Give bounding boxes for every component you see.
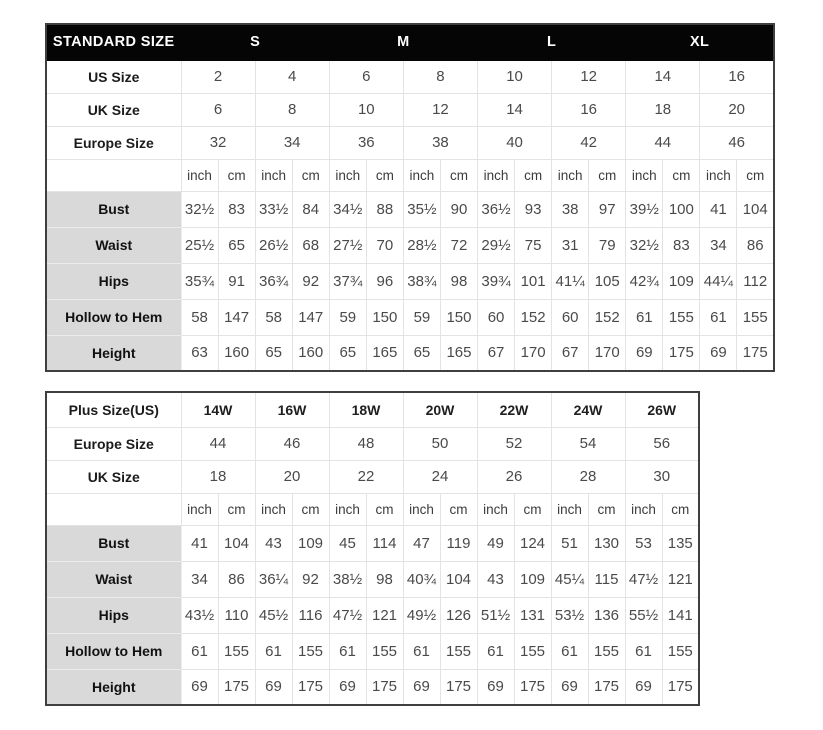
measurement-value-cell: 160 bbox=[218, 335, 255, 371]
size-value-cell: 54 bbox=[551, 427, 625, 460]
measurement-value-cell: 42¾ bbox=[626, 263, 663, 299]
row-label: UK Size bbox=[46, 93, 181, 126]
size-value-cell: 32 bbox=[181, 126, 255, 159]
measurement-value-cell: 155 bbox=[662, 633, 699, 669]
size-value-cell: 6 bbox=[181, 93, 255, 126]
measurement-value-cell: 69 bbox=[700, 335, 737, 371]
size-row bbox=[46, 392, 699, 427]
measurement-value-cell: 58 bbox=[255, 299, 292, 335]
measurement-value-cell: 170 bbox=[515, 335, 552, 371]
measurement-value-cell: 44¼ bbox=[700, 263, 737, 299]
unit-cell: cm bbox=[366, 159, 403, 191]
measurement-value-cell: 175 bbox=[663, 335, 700, 371]
measurement-row bbox=[46, 561, 699, 597]
size-value-cell: 34 bbox=[255, 126, 329, 159]
size-value-cell: 18W bbox=[329, 392, 403, 427]
measurement-value-cell: 34½ bbox=[329, 191, 366, 227]
unit-cell: cm bbox=[514, 493, 551, 525]
measurement-value-cell: 61 bbox=[255, 633, 292, 669]
measurement-row-label: Hollow to Hem bbox=[46, 633, 181, 669]
table-title: STANDARD SIZE bbox=[46, 24, 181, 60]
measurement-value-cell: 36½ bbox=[478, 191, 515, 227]
measurement-value-cell: 155 bbox=[514, 633, 551, 669]
measurement-value-cell: 47½ bbox=[625, 561, 662, 597]
unit-cell: inch bbox=[551, 493, 588, 525]
measurement-value-cell: 29½ bbox=[478, 227, 515, 263]
measurement-value-cell: 26½ bbox=[255, 227, 292, 263]
measurement-value-cell: 61 bbox=[551, 633, 588, 669]
size-value-cell: 16 bbox=[700, 60, 774, 93]
unit-cell: inch bbox=[403, 159, 440, 191]
measurement-value-cell: 60 bbox=[478, 299, 515, 335]
measurement-value-cell: 65 bbox=[403, 335, 440, 371]
measurement-value-cell: 91 bbox=[218, 263, 255, 299]
measurement-value-cell: 39¾ bbox=[478, 263, 515, 299]
measurement-value-cell: 112 bbox=[737, 263, 774, 299]
measurement-value-cell: 69 bbox=[626, 335, 663, 371]
measurement-value-cell: 150 bbox=[440, 299, 477, 335]
measurement-value-cell: 130 bbox=[588, 525, 625, 561]
size-value-cell: 6 bbox=[329, 60, 403, 93]
measurement-value-cell: 55½ bbox=[625, 597, 662, 633]
size-value-cell: 44 bbox=[181, 427, 255, 460]
measurement-value-cell: 119 bbox=[440, 525, 477, 561]
measurement-value-cell: 152 bbox=[589, 299, 626, 335]
unit-cell: cm bbox=[292, 159, 329, 191]
size-value-cell: 56 bbox=[625, 427, 699, 460]
unit-cell: cm bbox=[218, 159, 255, 191]
size-value-cell: 26W bbox=[625, 392, 699, 427]
measurement-row bbox=[46, 669, 699, 705]
measurement-value-cell: 45½ bbox=[255, 597, 292, 633]
measurement-value-cell: 32½ bbox=[626, 227, 663, 263]
measurement-value-cell: 61 bbox=[626, 299, 663, 335]
measurement-value-cell: 65 bbox=[218, 227, 255, 263]
measurement-value-cell: 135 bbox=[662, 525, 699, 561]
unit-cell: inch bbox=[329, 493, 366, 525]
measurement-value-cell: 59 bbox=[329, 299, 366, 335]
measurement-value-cell: 155 bbox=[292, 633, 329, 669]
size-value-cell: 12 bbox=[552, 60, 626, 93]
measurement-value-cell: 25½ bbox=[181, 227, 218, 263]
size-value-cell: 44 bbox=[626, 126, 700, 159]
measurement-value-cell: 75 bbox=[515, 227, 552, 263]
measurement-value-cell: 47½ bbox=[329, 597, 366, 633]
measurement-value-cell: 155 bbox=[218, 633, 255, 669]
measurement-value-cell: 53 bbox=[625, 525, 662, 561]
measurement-value-cell: 160 bbox=[292, 335, 329, 371]
measurement-value-cell: 155 bbox=[588, 633, 625, 669]
measurement-value-cell: 175 bbox=[588, 669, 625, 705]
measurement-value-cell: 69 bbox=[551, 669, 588, 705]
measurement-value-cell: 41 bbox=[700, 191, 737, 227]
measurement-value-cell: 35¾ bbox=[181, 263, 218, 299]
size-value-cell: 10 bbox=[329, 93, 403, 126]
measurement-value-cell: 96 bbox=[366, 263, 403, 299]
size-value-cell: 20W bbox=[403, 392, 477, 427]
size-row bbox=[46, 460, 699, 493]
measurement-value-cell: 86 bbox=[737, 227, 774, 263]
measurement-value-cell: 36¼ bbox=[255, 561, 292, 597]
measurement-value-cell: 61 bbox=[403, 633, 440, 669]
measurement-row-label: Bust bbox=[46, 525, 181, 561]
unit-cell: cm bbox=[662, 493, 699, 525]
unit-cell: cm bbox=[663, 159, 700, 191]
size-value-cell: 36 bbox=[329, 126, 403, 159]
measurement-value-cell: 110 bbox=[218, 597, 255, 633]
measurement-row bbox=[46, 227, 774, 263]
measurement-value-cell: 116 bbox=[292, 597, 329, 633]
measurement-value-cell: 114 bbox=[366, 525, 403, 561]
measurement-value-cell: 165 bbox=[366, 335, 403, 371]
measurement-value-cell: 38½ bbox=[329, 561, 366, 597]
measurement-value-cell: 43 bbox=[255, 525, 292, 561]
measurement-value-cell: 100 bbox=[663, 191, 700, 227]
measurement-value-cell: 61 bbox=[477, 633, 514, 669]
measurement-value-cell: 34 bbox=[700, 227, 737, 263]
size-group-header: M bbox=[329, 24, 477, 60]
unit-cell: cm bbox=[589, 159, 626, 191]
size-value-cell: 52 bbox=[477, 427, 551, 460]
size-value-cell: 24W bbox=[551, 392, 625, 427]
unit-cell: inch bbox=[478, 159, 515, 191]
measurement-value-cell: 175 bbox=[737, 335, 774, 371]
size-value-cell: 22 bbox=[329, 460, 403, 493]
measurement-value-cell: 155 bbox=[440, 633, 477, 669]
measurement-value-cell: 53½ bbox=[551, 597, 588, 633]
measurement-value-cell: 68 bbox=[292, 227, 329, 263]
unit-cell: cm bbox=[737, 159, 774, 191]
measurement-value-cell: 72 bbox=[440, 227, 477, 263]
measurement-row bbox=[46, 633, 699, 669]
measurement-value-cell: 60 bbox=[552, 299, 589, 335]
size-value-cell: 12 bbox=[403, 93, 477, 126]
row-label: Europe Size bbox=[46, 126, 181, 159]
measurement-value-cell: 84 bbox=[292, 191, 329, 227]
unit-cell: cm bbox=[440, 493, 477, 525]
unit-cell: inch bbox=[700, 159, 737, 191]
measurement-value-cell: 121 bbox=[662, 561, 699, 597]
measurement-value-cell: 49½ bbox=[403, 597, 440, 633]
size-row bbox=[46, 427, 699, 460]
measurement-value-cell: 58 bbox=[181, 299, 218, 335]
measurement-value-cell: 47 bbox=[403, 525, 440, 561]
unit-row-empty-label bbox=[46, 159, 181, 191]
measurement-value-cell: 170 bbox=[589, 335, 626, 371]
size-value-cell: 46 bbox=[255, 427, 329, 460]
size-value-cell: 46 bbox=[700, 126, 774, 159]
unit-cell: inch bbox=[255, 159, 292, 191]
measurement-value-cell: 98 bbox=[366, 561, 403, 597]
measurement-value-cell: 175 bbox=[662, 669, 699, 705]
measurement-value-cell: 67 bbox=[552, 335, 589, 371]
measurement-value-cell: 69 bbox=[329, 669, 366, 705]
measurement-value-cell: 59 bbox=[403, 299, 440, 335]
size-value-cell: 16W bbox=[255, 392, 329, 427]
measurement-value-cell: 104 bbox=[440, 561, 477, 597]
row-label: US Size bbox=[46, 60, 181, 93]
measurement-value-cell: 34 bbox=[181, 561, 218, 597]
measurement-value-cell: 136 bbox=[588, 597, 625, 633]
measurement-value-cell: 61 bbox=[329, 633, 366, 669]
measurement-value-cell: 43 bbox=[477, 561, 514, 597]
measurement-value-cell: 61 bbox=[625, 633, 662, 669]
measurement-value-cell: 147 bbox=[218, 299, 255, 335]
measurement-value-cell: 69 bbox=[403, 669, 440, 705]
measurement-value-cell: 45 bbox=[329, 525, 366, 561]
size-value-cell: 42 bbox=[552, 126, 626, 159]
size-value-cell: 18 bbox=[626, 93, 700, 126]
measurement-value-cell: 155 bbox=[737, 299, 774, 335]
measurement-value-cell: 51 bbox=[551, 525, 588, 561]
size-value-cell: 14 bbox=[626, 60, 700, 93]
measurement-value-cell: 43½ bbox=[181, 597, 218, 633]
measurement-value-cell: 41¼ bbox=[552, 263, 589, 299]
measurement-value-cell: 69 bbox=[181, 669, 218, 705]
measurement-value-cell: 175 bbox=[218, 669, 255, 705]
unit-cell: cm bbox=[366, 493, 403, 525]
size-value-cell: 8 bbox=[255, 93, 329, 126]
measurement-value-cell: 49 bbox=[477, 525, 514, 561]
size-value-cell: 20 bbox=[255, 460, 329, 493]
measurement-value-cell: 98 bbox=[440, 263, 477, 299]
size-group-header: S bbox=[181, 24, 329, 60]
measurement-row-label: Hollow to Hem bbox=[46, 299, 181, 335]
standard-size-table bbox=[45, 23, 775, 372]
measurement-value-cell: 69 bbox=[255, 669, 292, 705]
measurement-row-label: Hips bbox=[46, 263, 181, 299]
measurement-row bbox=[46, 299, 774, 335]
measurement-value-cell: 175 bbox=[366, 669, 403, 705]
size-value-cell: 26 bbox=[477, 460, 551, 493]
measurement-value-cell: 147 bbox=[292, 299, 329, 335]
measurement-value-cell: 175 bbox=[440, 669, 477, 705]
size-value-cell: 40 bbox=[478, 126, 552, 159]
unit-cell: cm bbox=[588, 493, 625, 525]
size-row bbox=[46, 126, 774, 159]
measurement-value-cell: 150 bbox=[366, 299, 403, 335]
measurement-value-cell: 39½ bbox=[626, 191, 663, 227]
measurement-value-cell: 131 bbox=[514, 597, 551, 633]
measurement-row-label: Bust bbox=[46, 191, 181, 227]
measurement-value-cell: 141 bbox=[662, 597, 699, 633]
measurement-value-cell: 38 bbox=[552, 191, 589, 227]
table-header-row bbox=[46, 24, 774, 60]
measurement-row bbox=[46, 525, 699, 561]
measurement-value-cell: 109 bbox=[514, 561, 551, 597]
row-label: UK Size bbox=[46, 460, 181, 493]
measurement-value-cell: 69 bbox=[625, 669, 662, 705]
measurement-value-cell: 33½ bbox=[255, 191, 292, 227]
measurement-value-cell: 155 bbox=[663, 299, 700, 335]
measurement-value-cell: 36¾ bbox=[255, 263, 292, 299]
size-value-cell: 28 bbox=[551, 460, 625, 493]
measurement-value-cell: 38¾ bbox=[403, 263, 440, 299]
measurement-value-cell: 92 bbox=[292, 263, 329, 299]
measurement-value-cell: 28½ bbox=[403, 227, 440, 263]
size-value-cell: 48 bbox=[329, 427, 403, 460]
measurement-row bbox=[46, 191, 774, 227]
measurement-value-cell: 93 bbox=[515, 191, 552, 227]
size-value-cell: 4 bbox=[255, 60, 329, 93]
measurement-value-cell: 69 bbox=[477, 669, 514, 705]
measurement-value-cell: 67 bbox=[478, 335, 515, 371]
measurement-row-label: Height bbox=[46, 335, 181, 371]
measurement-value-cell: 155 bbox=[366, 633, 403, 669]
unit-row bbox=[46, 159, 774, 191]
measurement-value-cell: 105 bbox=[589, 263, 626, 299]
size-value-cell: 8 bbox=[403, 60, 477, 93]
unit-cell: cm bbox=[440, 159, 477, 191]
measurement-value-cell: 31 bbox=[552, 227, 589, 263]
measurement-value-cell: 92 bbox=[292, 561, 329, 597]
measurement-row-label: Height bbox=[46, 669, 181, 705]
measurement-value-cell: 27½ bbox=[329, 227, 366, 263]
measurement-value-cell: 35½ bbox=[403, 191, 440, 227]
unit-row-empty-label bbox=[46, 493, 181, 525]
measurement-value-cell: 70 bbox=[366, 227, 403, 263]
measurement-value-cell: 97 bbox=[589, 191, 626, 227]
unit-cell: inch bbox=[403, 493, 440, 525]
measurement-value-cell: 126 bbox=[440, 597, 477, 633]
measurement-value-cell: 104 bbox=[737, 191, 774, 227]
unit-cell: inch bbox=[181, 493, 218, 525]
plus-size-table bbox=[45, 391, 700, 706]
measurement-value-cell: 121 bbox=[366, 597, 403, 633]
measurement-value-cell: 165 bbox=[440, 335, 477, 371]
size-value-cell: 2 bbox=[181, 60, 255, 93]
unit-cell: inch bbox=[477, 493, 514, 525]
unit-cell: cm bbox=[292, 493, 329, 525]
measurement-value-cell: 124 bbox=[514, 525, 551, 561]
row-label: Europe Size bbox=[46, 427, 181, 460]
measurement-row-label: Waist bbox=[46, 227, 181, 263]
measurement-value-cell: 65 bbox=[255, 335, 292, 371]
measurement-value-cell: 101 bbox=[515, 263, 552, 299]
measurement-value-cell: 61 bbox=[181, 633, 218, 669]
unit-row bbox=[46, 493, 699, 525]
size-row bbox=[46, 93, 774, 126]
measurement-value-cell: 41 bbox=[181, 525, 218, 561]
measurement-value-cell: 40¾ bbox=[403, 561, 440, 597]
measurement-row-label: Waist bbox=[46, 561, 181, 597]
measurement-value-cell: 37¾ bbox=[329, 263, 366, 299]
size-value-cell: 30 bbox=[625, 460, 699, 493]
measurement-value-cell: 83 bbox=[663, 227, 700, 263]
measurement-value-cell: 51½ bbox=[477, 597, 514, 633]
unit-cell: cm bbox=[218, 493, 255, 525]
size-value-cell: 14W bbox=[181, 392, 255, 427]
unit-cell: inch bbox=[329, 159, 366, 191]
measurement-value-cell: 109 bbox=[663, 263, 700, 299]
size-value-cell: 24 bbox=[403, 460, 477, 493]
measurement-value-cell: 175 bbox=[292, 669, 329, 705]
measurement-value-cell: 79 bbox=[589, 227, 626, 263]
measurement-row-label: Hips bbox=[46, 597, 181, 633]
size-value-cell: 14 bbox=[478, 93, 552, 126]
unit-cell: inch bbox=[181, 159, 218, 191]
measurement-value-cell: 115 bbox=[588, 561, 625, 597]
size-group-header: XL bbox=[626, 24, 774, 60]
measurement-value-cell: 63 bbox=[181, 335, 218, 371]
unit-cell: inch bbox=[625, 493, 662, 525]
measurement-value-cell: 61 bbox=[700, 299, 737, 335]
measurement-value-cell: 104 bbox=[218, 525, 255, 561]
size-value-cell: 16 bbox=[552, 93, 626, 126]
measurement-value-cell: 65 bbox=[329, 335, 366, 371]
row-label: Plus Size(US) bbox=[46, 392, 181, 427]
measurement-value-cell: 152 bbox=[515, 299, 552, 335]
unit-cell: cm bbox=[515, 159, 552, 191]
size-value-cell: 38 bbox=[403, 126, 477, 159]
measurement-value-cell: 45¼ bbox=[551, 561, 588, 597]
measurement-row bbox=[46, 597, 699, 633]
size-row bbox=[46, 60, 774, 93]
measurement-value-cell: 175 bbox=[514, 669, 551, 705]
unit-cell: inch bbox=[552, 159, 589, 191]
size-value-cell: 50 bbox=[403, 427, 477, 460]
measurement-value-cell: 109 bbox=[292, 525, 329, 561]
size-value-cell: 20 bbox=[700, 93, 774, 126]
size-value-cell: 10 bbox=[478, 60, 552, 93]
unit-cell: inch bbox=[626, 159, 663, 191]
size-value-cell: 22W bbox=[477, 392, 551, 427]
size-value-cell: 18 bbox=[181, 460, 255, 493]
measurement-value-cell: 86 bbox=[218, 561, 255, 597]
size-group-header: L bbox=[478, 24, 626, 60]
measurement-value-cell: 83 bbox=[218, 191, 255, 227]
unit-cell: inch bbox=[255, 493, 292, 525]
measurement-row bbox=[46, 335, 774, 371]
measurement-value-cell: 90 bbox=[440, 191, 477, 227]
measurement-row bbox=[46, 263, 774, 299]
measurement-value-cell: 88 bbox=[366, 191, 403, 227]
measurement-value-cell: 32½ bbox=[181, 191, 218, 227]
